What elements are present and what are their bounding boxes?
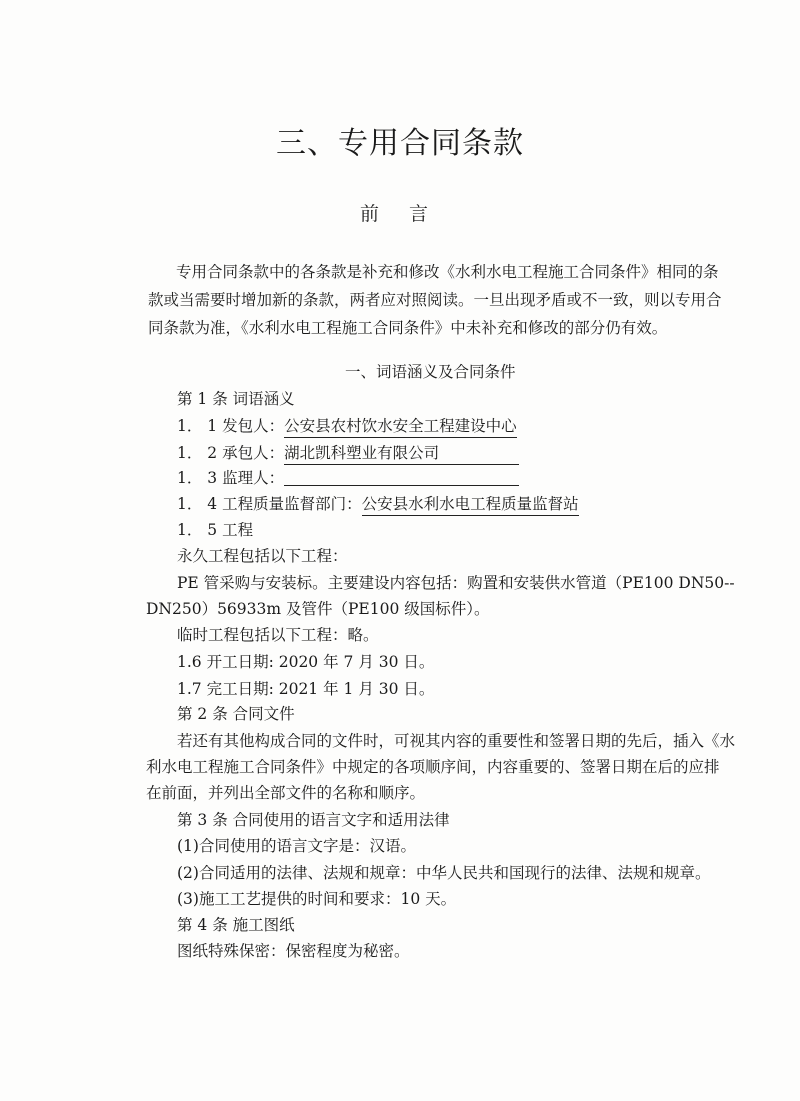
clause-1-2-label: 1． 2 承包人： bbox=[177, 444, 285, 462]
preface-line-1: 专用合同条款中的各条款是补充和修改《水利水电工程施工合同条件》相同的条 bbox=[176, 263, 719, 281]
article-1-heading: 第 1 条 词语涵义 bbox=[177, 390, 295, 408]
start-date: 1.6 开工日期: 2020 年 7 月 30 日。 bbox=[177, 653, 435, 671]
clause-1-1 bbox=[177, 414, 517, 438]
quality-supervision-dept: 公安县水利水电工程质量监督站 bbox=[362, 492, 579, 516]
article-3-heading: 第 3 条 合同使用的语言文字和适用法律 bbox=[177, 811, 450, 829]
employer-name: 公安县农村饮水安全工程建设中心 bbox=[284, 414, 517, 438]
article-2-line-3: 在前面，并列出全部文件的名称和顺序。 bbox=[146, 784, 426, 802]
section-heading: 一、词语涵义及合同条件 bbox=[345, 363, 516, 381]
article-2-heading: 第 2 条 合同文件 bbox=[177, 705, 295, 723]
clause-1-3 bbox=[177, 466, 519, 488]
document-title: 三、专用合同条款 bbox=[276, 126, 524, 161]
permanent-works-line-2: DN250）56933m 及管件（PE100 级国标件）。 bbox=[146, 600, 490, 618]
clause-1-5: 1． 5 工程 bbox=[177, 521, 254, 539]
article-3-item-1: (1)合同使用的语言文字是：汉语。 bbox=[177, 837, 416, 855]
clause-1-4-label: 1． 4 工程质量监督部门： bbox=[177, 495, 362, 513]
article-3-item-2: (2)合同适用的法律、法规和规章：中华人民共和国现行的法律、法规和规章。 bbox=[177, 864, 711, 882]
article-4-heading: 第 4 条 施工图纸 bbox=[177, 916, 295, 934]
contractor-name: 湖北凯科塑业有限公司 bbox=[284, 441, 519, 465]
article-4-line-1: 图纸特殊保密：保密程度为秘密。 bbox=[177, 942, 410, 960]
preface-heading: 前 言 bbox=[359, 203, 441, 225]
preface-line-2: 款或当需要时增加新的条款，两者应对照阅读。一旦出现矛盾或不一致，则以专用合 bbox=[148, 291, 722, 309]
clause-1-3-label: 1． 3 监理人： bbox=[177, 469, 285, 487]
article-2-line-1: 若还有其他构成合同的文件时，可视其内容的重要性和签署日期的先后，插入《水 bbox=[177, 732, 736, 750]
preface-paragraph bbox=[148, 258, 731, 342]
article-2-line-2: 利水电工程施工合同条件》中规定的各项顺序间，内容重要的、签署日期在后的应排 bbox=[146, 758, 720, 776]
preface-line-3: 同条款为准，《水利水电工程施工合同条件》中未补充和修改的部分仍有效。 bbox=[148, 319, 668, 337]
temporary-works: 临时工程包括以下工程：略。 bbox=[177, 626, 379, 644]
article-3-item-3: (3)施工工艺提供的时间和要求：10 天。 bbox=[177, 890, 457, 908]
completion-date: 1.7 完工日期: 2021 年 1 月 30 日。 bbox=[177, 680, 435, 698]
clause-1-4 bbox=[177, 492, 579, 516]
clause-1-2 bbox=[177, 441, 519, 465]
clause-1-1-label: 1． 1 发包人： bbox=[177, 417, 285, 435]
permanent-works-heading: 永久工程包括以下工程： bbox=[177, 547, 348, 565]
permanent-works-line-1: PE 管采购与安装标。主要建设内容包括：购置和安装供水管道（PE100 DN50-- bbox=[177, 574, 735, 592]
supervisor-blank-line bbox=[284, 469, 519, 486]
